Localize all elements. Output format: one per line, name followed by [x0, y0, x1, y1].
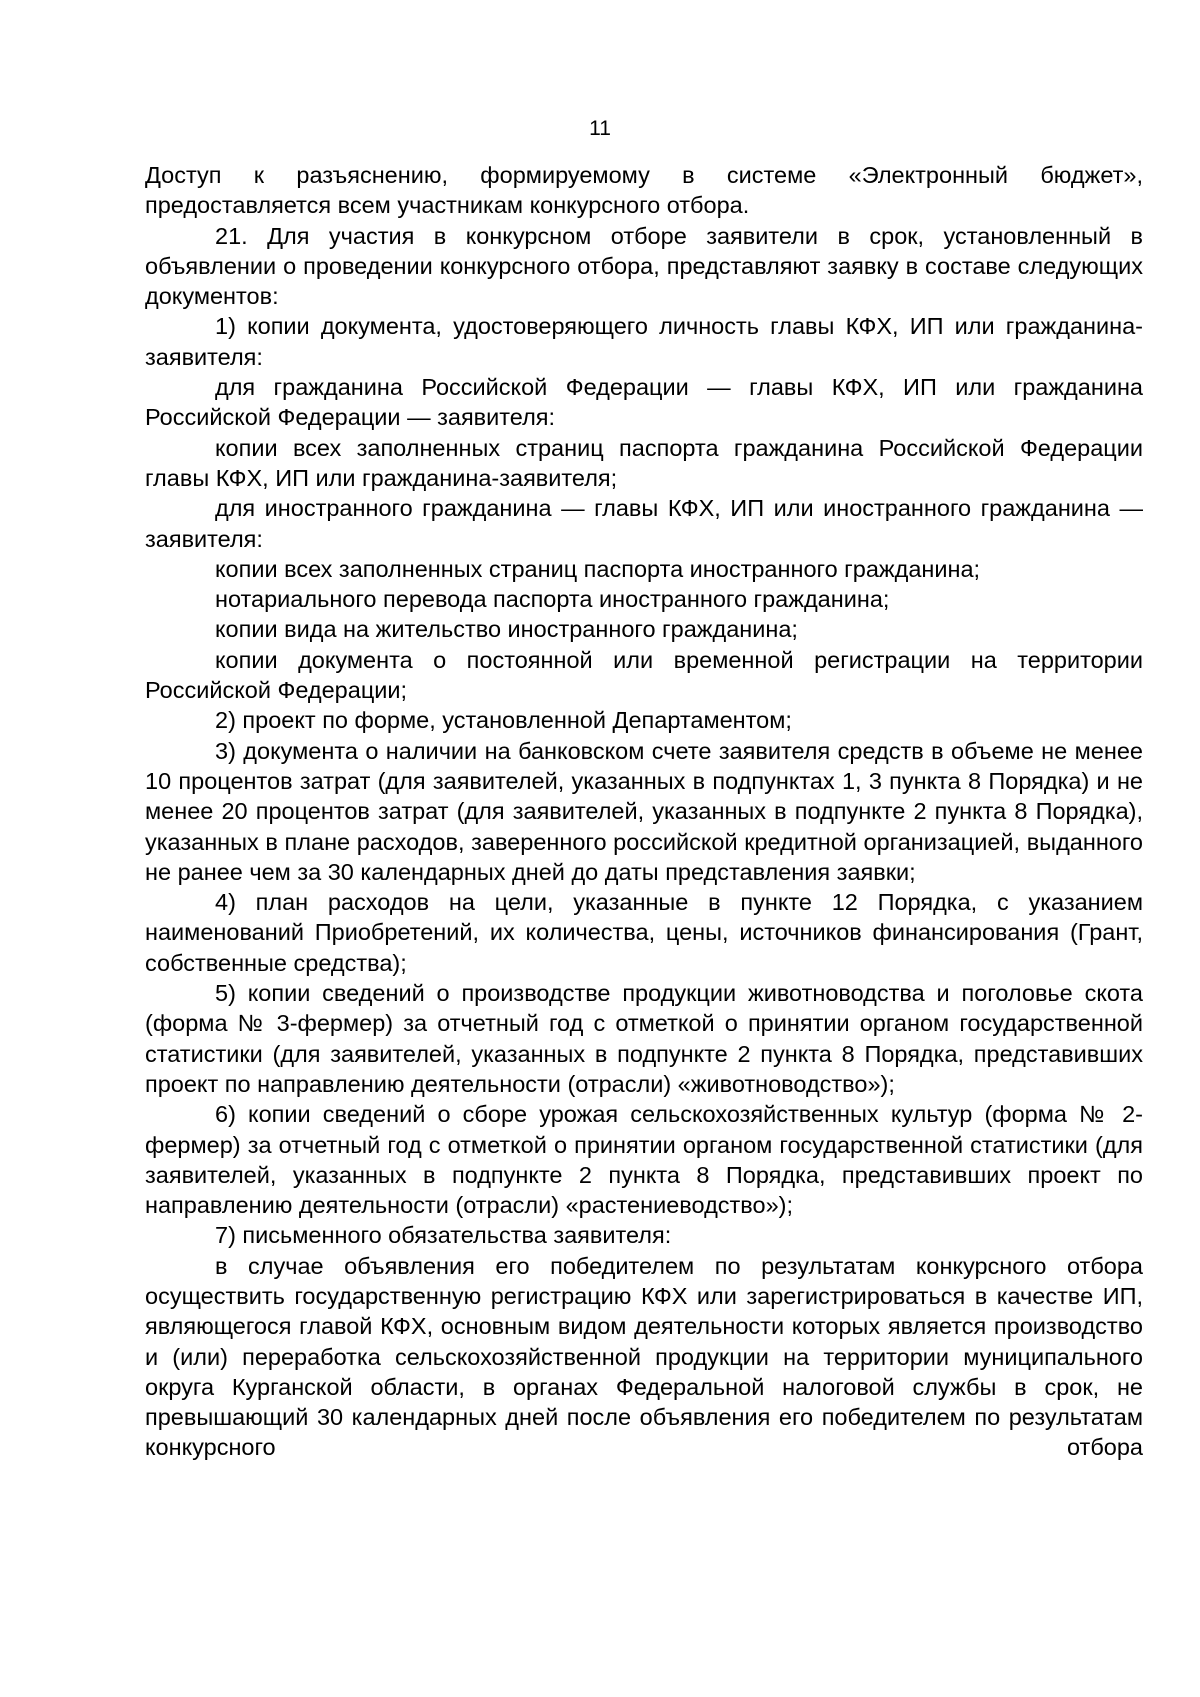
paragraph: 7) письменного обязательства заявителя: [215, 1222, 672, 1249]
paragraph: в случае объявления его победителем по результатам конкурсного отбора осуществить государственную регистрацию КФХ или зарегистрироваться в качестве ИП, являющегося главой КФХ, основным видом деятельности которых является производство и (или) переработка сельскохозяйственной продукции на территории муниципального округа Курганской области, в органах Федеральной налоговой службы в срок, не превышающий 30 календарных дней после объявления его победителем по результатам конкурсного отбора [145, 1252, 1143, 1461]
paragraph: Доступ к разъяснению, формируемому в системе «Электронный бюджет», предоставляется всем участникам конкурсного отбора. [145, 162, 1143, 219]
paragraph: 2) проект по форме, установленной Департаментом; [215, 707, 792, 734]
page-number: 11 [589, 117, 611, 140]
paragraph: 1) копии документа, удостоверяющего личность главы КФХ, ИП или гражданина-заявителя: [145, 313, 1143, 370]
paragraph: 6) копии сведений о сборе урожая сельскохозяйственных культур (форма № 2-фермер) за отчетный год с отметкой о принятии органом государственной статистики (для заявителей, указанных в подпункте 2 пункта 8 Порядка, представивших проект по направлению деятельности (отрасли) «растениеводство»); [145, 1101, 1143, 1219]
paragraph: для иностранного гражданина — главы КФХ, ИП или иностранного гражданина — заявителя: [145, 495, 1143, 552]
paragraph: копии документа о постоянной или временной регистрации на территории Российской Федерации; [145, 646, 1143, 704]
paragraph: нотариального перевода паспорта иностранного гражданина; [215, 586, 890, 613]
paragraph: 3) документа о наличии на банковском счете заявителя средств в объеме не менее 10 процентов затрат (для заявителей, указанных в подпунктах 1, 3 пункта 8 Порядка) и не менее 20 процентов затрат (для заявителей, указанных в подпункте 2 пункта 8 Порядка), указанных в плане расходов, заверенного российской кредитной организацией, выданного не ранее чем за 30 календарных дней до даты представления заявки; [145, 737, 1143, 885]
paragraph: 5) копии сведений о производстве продукции животноводства и поголовье скота (форма № 3-фермер) за отчетный год с отметкой о принятии органом государственной статистики (для заявителей, указанных в подпункте 2 пункта 8 Порядка, представивших проект по направлению деятельности (отрасли) «животноводство»); [145, 980, 1143, 1097]
paragraph: копии вида на жительство иностранного гражданина; [215, 616, 798, 643]
document-body [145, 160, 1143, 1463]
paragraph: копии всех заполненных страниц паспорта гражданина Российской Федерации главы КФХ, ИП или гражданина-заявителя; [145, 434, 1143, 491]
paragraph: копии всех заполненных страниц паспорта иностранного гражданина; [215, 555, 981, 582]
paragraph: 21. Для участия в конкурсном отборе заявители в срок, установленный в объявлении о проведении конкурсного отбора, представляют заявку в составе следующих документов: [145, 222, 1143, 310]
paragraph: для гражданина Российской Федерации — главы КФХ, ИП или гражданина Российской Федерации — заявителя: [145, 374, 1143, 431]
paragraph: 4) план расходов на цели, указанные в пункте 12 Порядка, с указанием наименований Приобретений, их количества, цены, источников финансирования (Грант, собственные средства); [145, 889, 1143, 976]
